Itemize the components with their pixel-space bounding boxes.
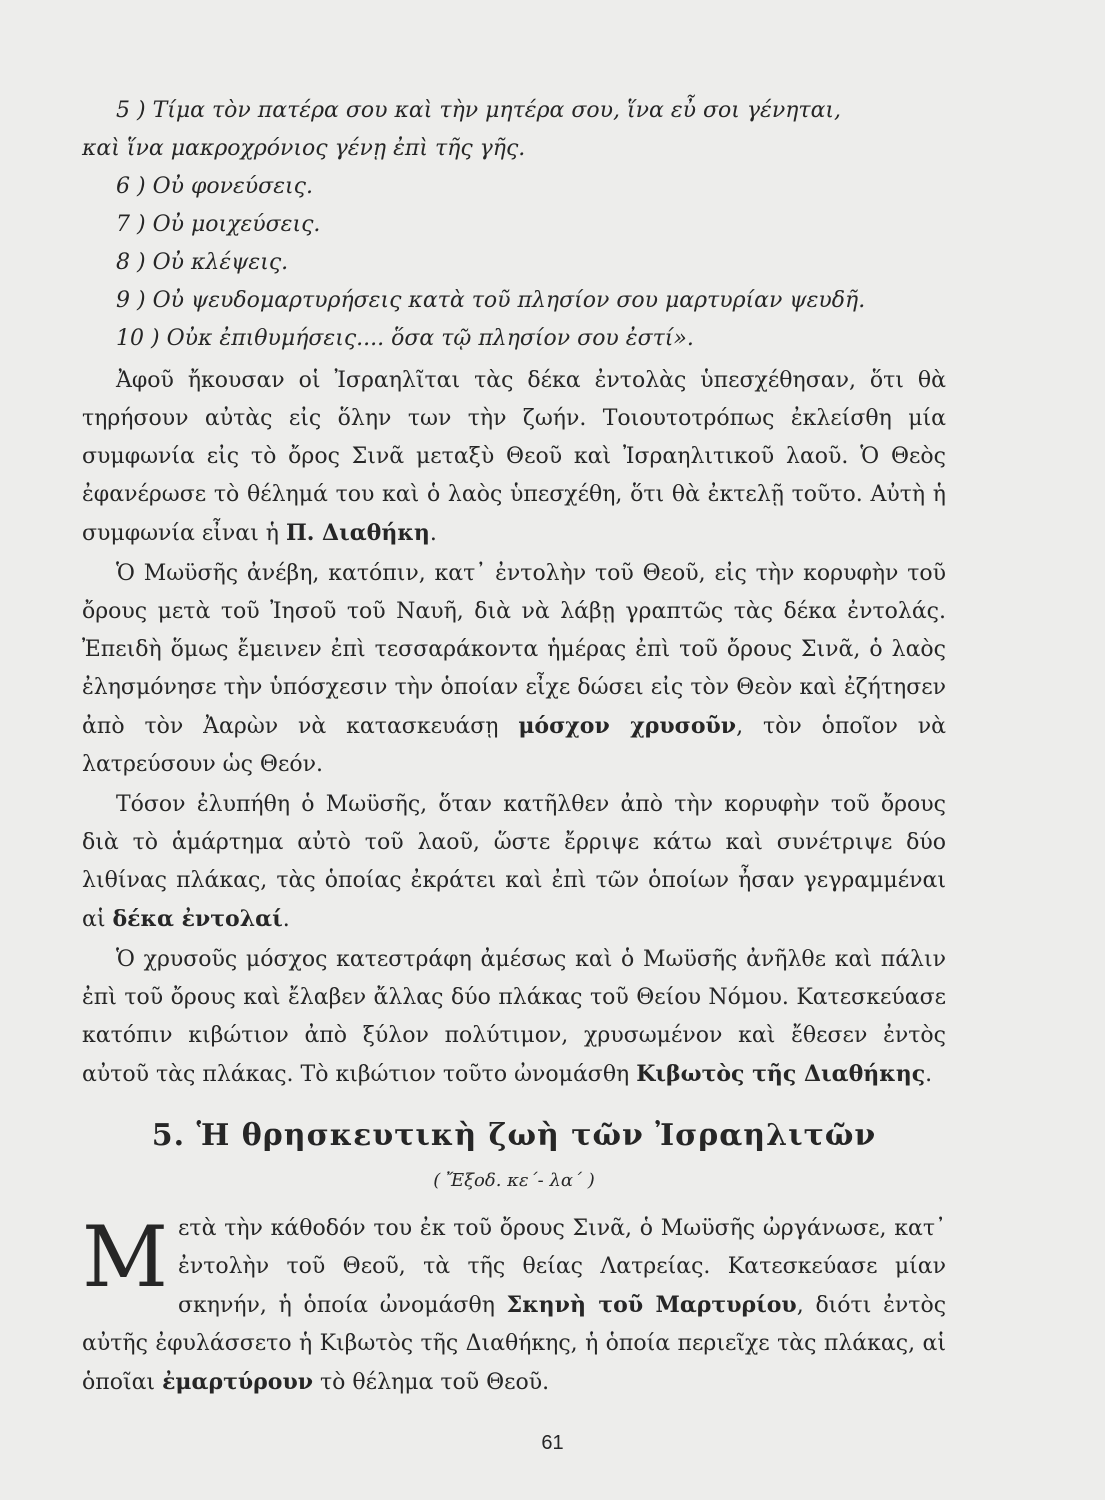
commandment-5-continued: καὶ ἵνα μακροχρόνιος γένῃ ἐπὶ τῆς γῆς. xyxy=(82,136,526,161)
section-heading: 5. Ἡ θρησκευτικὴ ζωὴ τῶν Ἰσραηλιτῶν xyxy=(151,1118,877,1153)
paragraph-ark: Ὁ χρυσοῦς μόσχος κατεστράφη ἀμέσως καὶ ὁ Μωϋσῆς ἀνῆλθε καὶ πάλιν ἐπὶ τοῦ ὄρους καὶ ἔλαβεν ἄλλας δύο πλάκας τοῦ Θείου Νόμου. Κατεσκεύασε κατόπιν κιβώτιον ἀπὸ ξύλον πολύτιμον, χρυσωμένον καὶ ἔθεσεν ἐντὸς αὐτοῦ τὰς πλάκας. Τὸ κιβώτιον τοῦτο ὠνομάσθη Κιβωτὸς τῆς Διαθήκης. xyxy=(82,947,946,1087)
term-old-testament: Π. Διαθήκη xyxy=(285,520,430,546)
paragraph-religious-life: Μετὰ τὴν κάθοδόν του ἐκ τοῦ ὄρους Σινᾶ, ὁ Μωϋσῆς ὠργάνωσε, κατ᾽ ἐντολὴν τοῦ Θεοῦ, τὰ τῆς θείας Λατρείας. Κατεσκεύασε μίαν σκηνήν, ἡ ὁποία ὠνομάσθη Σκηνὴ τοῦ Μαρτυρίου, διότι ἐντὸς αὐτῆς ἐφυλάσσετο ἡ Κιβωτὸς τῆς Διαθήκης, ἡ ὁποία περιεῖχε τὰς πλάκας, αἱ ὁποῖαι ἐμαρτύρουν τὸ θέλημα τοῦ Θεοῦ. xyxy=(82,1208,947,1395)
paragraph-covenant: Ἀφοῦ ἤκουσαν οἱ Ἰσραηλῖται τὰς δέκα ἐντολὰς ὑπεσχέθησαν, ὅτι θὰ τηρήσουν αὐτὰς εἰς ὅλην των τὴν ζωήν. Τοιουτοτρόπως ἐκλείσθη μία συμφωνία εἰς τὸ ὄρος Σινᾶ μεταξὺ Θεοῦ καὶ Ἰσραηλιτικοῦ λαοῦ. Ὁ Θεὸς ἐφανέρωσε τὸ θέλημά του καὶ ὁ λαὸς ὑπεσχέθη, ὅτι θὰ ἐκτελῇ τοῦτο. Αὐτὴ ἡ συμφωνία εἶναι ἡ Π. Διαθήκη. xyxy=(82,368,946,546)
term-tabernacle: Σκηνὴ τοῦ Μαρτυρίου xyxy=(506,1292,797,1318)
paragraph-tablets-broken: Τόσον ἐλυπήθη ὁ Μωϋσῆς, ὅταν κατῆλθεν ἀπὸ τὴν κορυφὴν τοῦ ὄρους διὰ τὸ ἁμάρτημα αὐτὸ τοῦ λαοῦ, ὥστε ἔρριψε κάτω καὶ συνέτριψε δύο λιθίνας πλάκας, τὰς ὁποίας ἐκράτει καὶ ἐπὶ τῶν ὁποίων ἦσαν γεγραμμέναι αἱ δέκα ἐντολαί. xyxy=(82,792,946,932)
term-ten-commandments: δέκα ἐντολαί xyxy=(112,906,283,932)
commandment-7: 7 ) Οὐ μοιχεύσεις. xyxy=(116,212,321,237)
section-reference: ( Ἔξοδ. κε΄- λα΄ ) xyxy=(433,1170,595,1191)
term-witnessed: ἐμαρτύρουν xyxy=(162,1369,314,1395)
commandment-6: 6 ) Οὐ φονεύσεις. xyxy=(116,174,313,199)
commandments-list xyxy=(82,92,946,358)
commandment-8: 8 ) Οὐ κλέψεις. xyxy=(116,250,289,275)
term-ark-of-covenant: Κιβωτὸς τῆς Διαθήκης xyxy=(636,1061,926,1087)
commandment-5: 5 ) Τίμα τὸν πατέρα σου καὶ τὴν μητέρα σου, ἵνα εὖ σοι γένηται, xyxy=(116,98,842,123)
paragraph-golden-calf: Ὁ Μωϋσῆς ἀνέβη, κατόπιν, κατ᾽ ἐντολὴν τοῦ Θεοῦ, εἰς τὴν κορυφὴν τοῦ ὄρους μετὰ τοῦ Ἰησοῦ τοῦ Ναυῆ, διὰ νὰ λάβῃ γραπτῶς τὰς δέκα ἐντολάς. Ἐπειδὴ ὅμως ἔμεινεν ἐπὶ τεσσαράκοντα ἡμέρας ἐπὶ τοῦ ὄρους Σινᾶ, ὁ λαὸς ἐλησμόνησε τὴν ὑπόσχεσιν τὴν ὁποίαν εἶχε δώσει εἰς τὸν Θεὸν καὶ ἐζήτησεν ἀπὸ τὸν Ἀαρὼν νὰ κατασκευάσῃ μόσχον χρυσοῦν, τὸν ὁποῖον νὰ λατρεύσουν ὡς Θεόν. xyxy=(82,561,946,777)
commandment-10: 10 ) Οὐκ ἐπιθυμήσεις.... ὅσα τῷ πλησίον σου ἐστί». xyxy=(116,326,694,351)
commandment-9: 9 ) Οὐ ψευδομαρτυρήσεις κατὰ τοῦ πλησίον σου μαρτυρίαν ψευδῆ. xyxy=(116,288,866,313)
term-golden-calf: μόσχον χρυσοῦν xyxy=(518,713,737,739)
drop-cap: Μ xyxy=(82,1208,169,1306)
page-number: 61 xyxy=(541,1432,564,1454)
body-text xyxy=(82,362,946,1096)
